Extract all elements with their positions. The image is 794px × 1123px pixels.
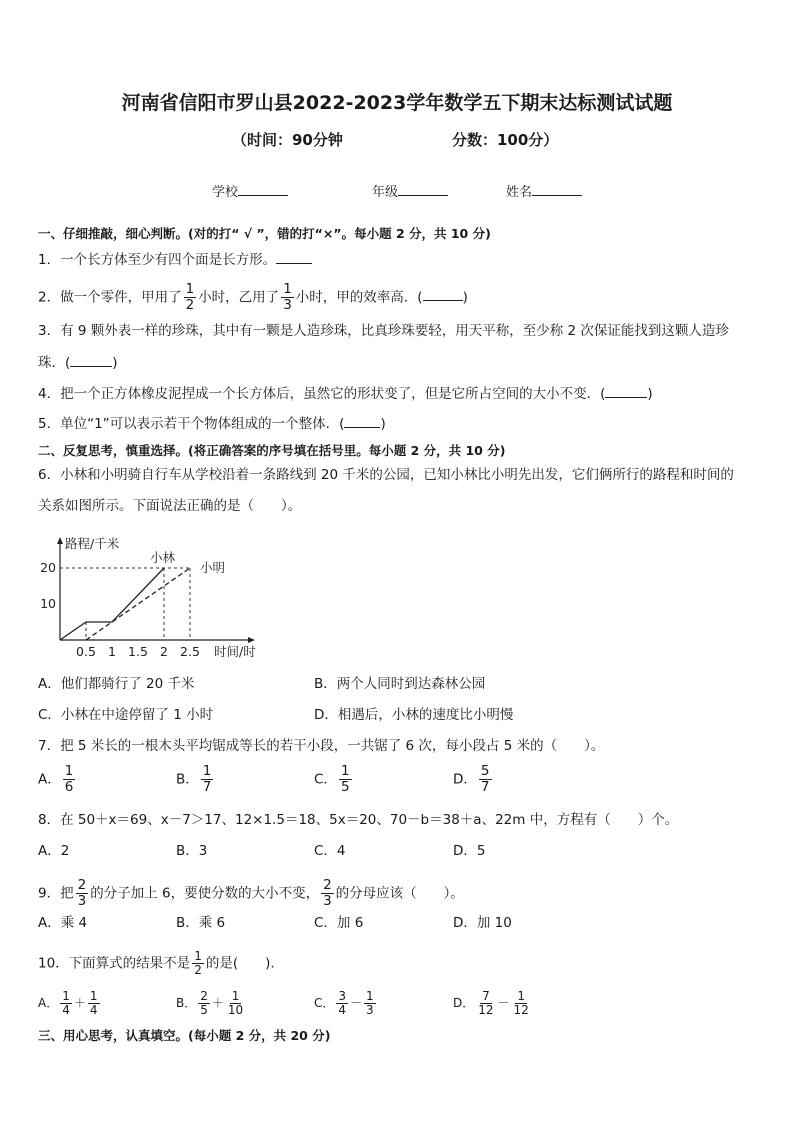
section2-heading: 二、反复思考，慎重选择。(将正确答案的序号填在括号里。每小题 2 分，共 10 分): [38, 443, 506, 458]
question-6-option-d[interactable]: D．相遇后，小林的速度比小明慢: [314, 707, 514, 723]
question-8-option-d[interactable]: D．5: [453, 843, 486, 859]
x-axis-label: 时间/时: [214, 644, 256, 659]
question-6-line-2: 关系如图所示。下面说法正确的是（ ）。: [38, 498, 302, 514]
question-3-line-1: 3．有 9 颗外表一样的珍珠，其中有一颗是人造珍珠，比真珍珠要轻，用天平称，至少称 2 次保证能找到这颗人造珍: [38, 323, 729, 339]
question-2-frac-2: $\frac{1}{3}$: [283, 281, 292, 313]
y-tick-label: 10: [40, 596, 56, 611]
question-1-blank[interactable]: [276, 250, 312, 264]
question-1-text: 1．一个长方体至少有四个面是长方形。: [38, 252, 277, 268]
question-7-option-d[interactable]: D． $\frac{5}{7}$: [453, 763, 490, 795]
name-label: 姓名: [506, 185, 533, 200]
question-9-option-b[interactable]: B．乘 6: [176, 915, 226, 931]
question-3-blank[interactable]: [70, 353, 112, 367]
question-5: 5．单位“1”可以表示若干个物体组成的一个整体．( ): [38, 416, 386, 432]
question-10: 10．下面算式的结果不是 $\frac{1}{2}$ 的是( ).: [38, 949, 275, 978]
series-label-xiaolin: 小林: [150, 550, 176, 565]
question-7-option-a[interactable]: A． $\frac{1}{6}$: [38, 763, 74, 795]
name-blank[interactable]: [532, 183, 582, 196]
x-tick-label: 1.5: [128, 644, 148, 659]
question-2-text-c: 小时，甲的效率高．(: [295, 289, 423, 306]
question-6-option-a[interactable]: A．他们都骑行了 20 千米: [38, 676, 195, 692]
series-label-xiaoming: 小明: [200, 560, 226, 575]
grade-label: 年级: [372, 185, 399, 200]
question-10-option-d[interactable]: D． $\frac{7}{12}$ － $\frac{1}{12}$: [453, 989, 529, 1018]
x-tick-label: 1: [108, 644, 116, 659]
question-9-option-d[interactable]: D．加 10: [453, 915, 512, 931]
question-6-option-c[interactable]: C．小林在中途停留了 1 小时: [38, 707, 214, 723]
question-8: 8．在 50＋x＝69、x－7＞17、12×1.5＝18、5x＝20、70－b＝38＋a、22m 中，方程有（ ）个。: [38, 812, 679, 828]
question-1: [38, 250, 312, 269]
question-9-option-a[interactable]: A．乘 4: [38, 915, 88, 931]
question-2-text-a: 2．做一个零件，甲用了: [38, 289, 182, 306]
x-tick-label: 2.5: [180, 644, 200, 659]
question-4: 4．把一个正方体橡皮泥捏成一个长方体后，虽然它的形状变了，但是它所占空间的大小不变．( ): [38, 386, 653, 402]
exam-time: （时间：90分钟: [232, 131, 343, 149]
x-tick-label: 0.5: [76, 644, 96, 659]
question-2-frac-1: $\frac{1}{2}$: [185, 281, 195, 313]
series-line-xiaolin: [60, 568, 164, 640]
x-axis-arrow: [248, 637, 255, 643]
question-7-option-b[interactable]: B． $\frac{1}{7}$: [176, 763, 212, 795]
school-field: [212, 181, 288, 200]
question-10-option-a[interactable]: A． $\frac{1}{4}$ ＋ $\frac{1}{4}$: [38, 989, 98, 1018]
question-8-option-b[interactable]: B．3: [176, 843, 208, 859]
y-tick-label: 20: [40, 560, 56, 575]
question-6-option-b[interactable]: B．两个人同时到达森林公园: [314, 676, 486, 692]
question-10-option-b[interactable]: B． $\frac{2}{5}$ ＋ $\frac{1}{10}$: [176, 989, 244, 1018]
name-field: [506, 181, 582, 200]
question-2: 2．做一个零件，甲用了 $\frac{1}{2}$ 小时，乙用了 $\frac{1}{3}$ 小时，甲的效率高．( ): [38, 281, 468, 313]
school-label: 学校: [212, 185, 239, 200]
question-10-option-c[interactable]: C． $\frac{3}{4}$ － $\frac{1}{3}$: [314, 989, 374, 1018]
series-line-xiaoming: [86, 568, 190, 640]
question-9-option-c[interactable]: C．加 6: [314, 915, 364, 931]
exam-title: 河南省信阳市罗山县2022-2023学年数学五下期末达标测试试题: [121, 92, 673, 114]
question-2-text-b: 小时，乙用了: [198, 289, 280, 306]
question-4-blank[interactable]: [605, 384, 647, 398]
x-tick-label: 2: [160, 644, 168, 659]
question-2-blank[interactable]: [423, 287, 463, 301]
question-8-option-c[interactable]: C．4: [314, 843, 346, 859]
grade-blank[interactable]: [398, 183, 448, 196]
question-8-option-a[interactable]: A．2: [38, 843, 70, 859]
school-blank[interactable]: [238, 183, 288, 196]
y-axis-arrow: [57, 537, 63, 544]
distance-time-chart: [38, 534, 278, 666]
grade-field: [372, 181, 448, 200]
exam-score: 分数：100分）: [452, 131, 559, 149]
section3-heading: 三、用心思考，认真填空。(每小题 2 分，共 20 分): [38, 1028, 331, 1043]
section1-heading: 一、仔细推敲，细心判断。(对的打“ √ ”，错的打“×”。每小题 2 分，共 10 分): [38, 226, 491, 241]
question-9: 9．把 $\frac{2}{3}$ 的分子加上 6，要使分数的大小不变， $\frac{2}{3}$ 的分母应该（ ）。: [38, 877, 464, 909]
question-5-blank[interactable]: [344, 414, 380, 428]
y-axis-label: 路程/千米: [65, 536, 120, 551]
question-7: 7．把 5 米长的一根木头平均锯成等长的若干小段，一共锯了 6 次，每小段占 5 米的（ ）。: [38, 738, 605, 754]
question-7-option-c[interactable]: C． $\frac{1}{5}$: [314, 763, 350, 795]
question-6-line-1: 6．小林和小明骑自行车从学校沿着一条路线到 20 千米的公园，已知小林比小明先出发，它们俩所行的路程和时间的: [38, 467, 734, 483]
question-3-line-2: 珠．( ): [38, 355, 118, 371]
